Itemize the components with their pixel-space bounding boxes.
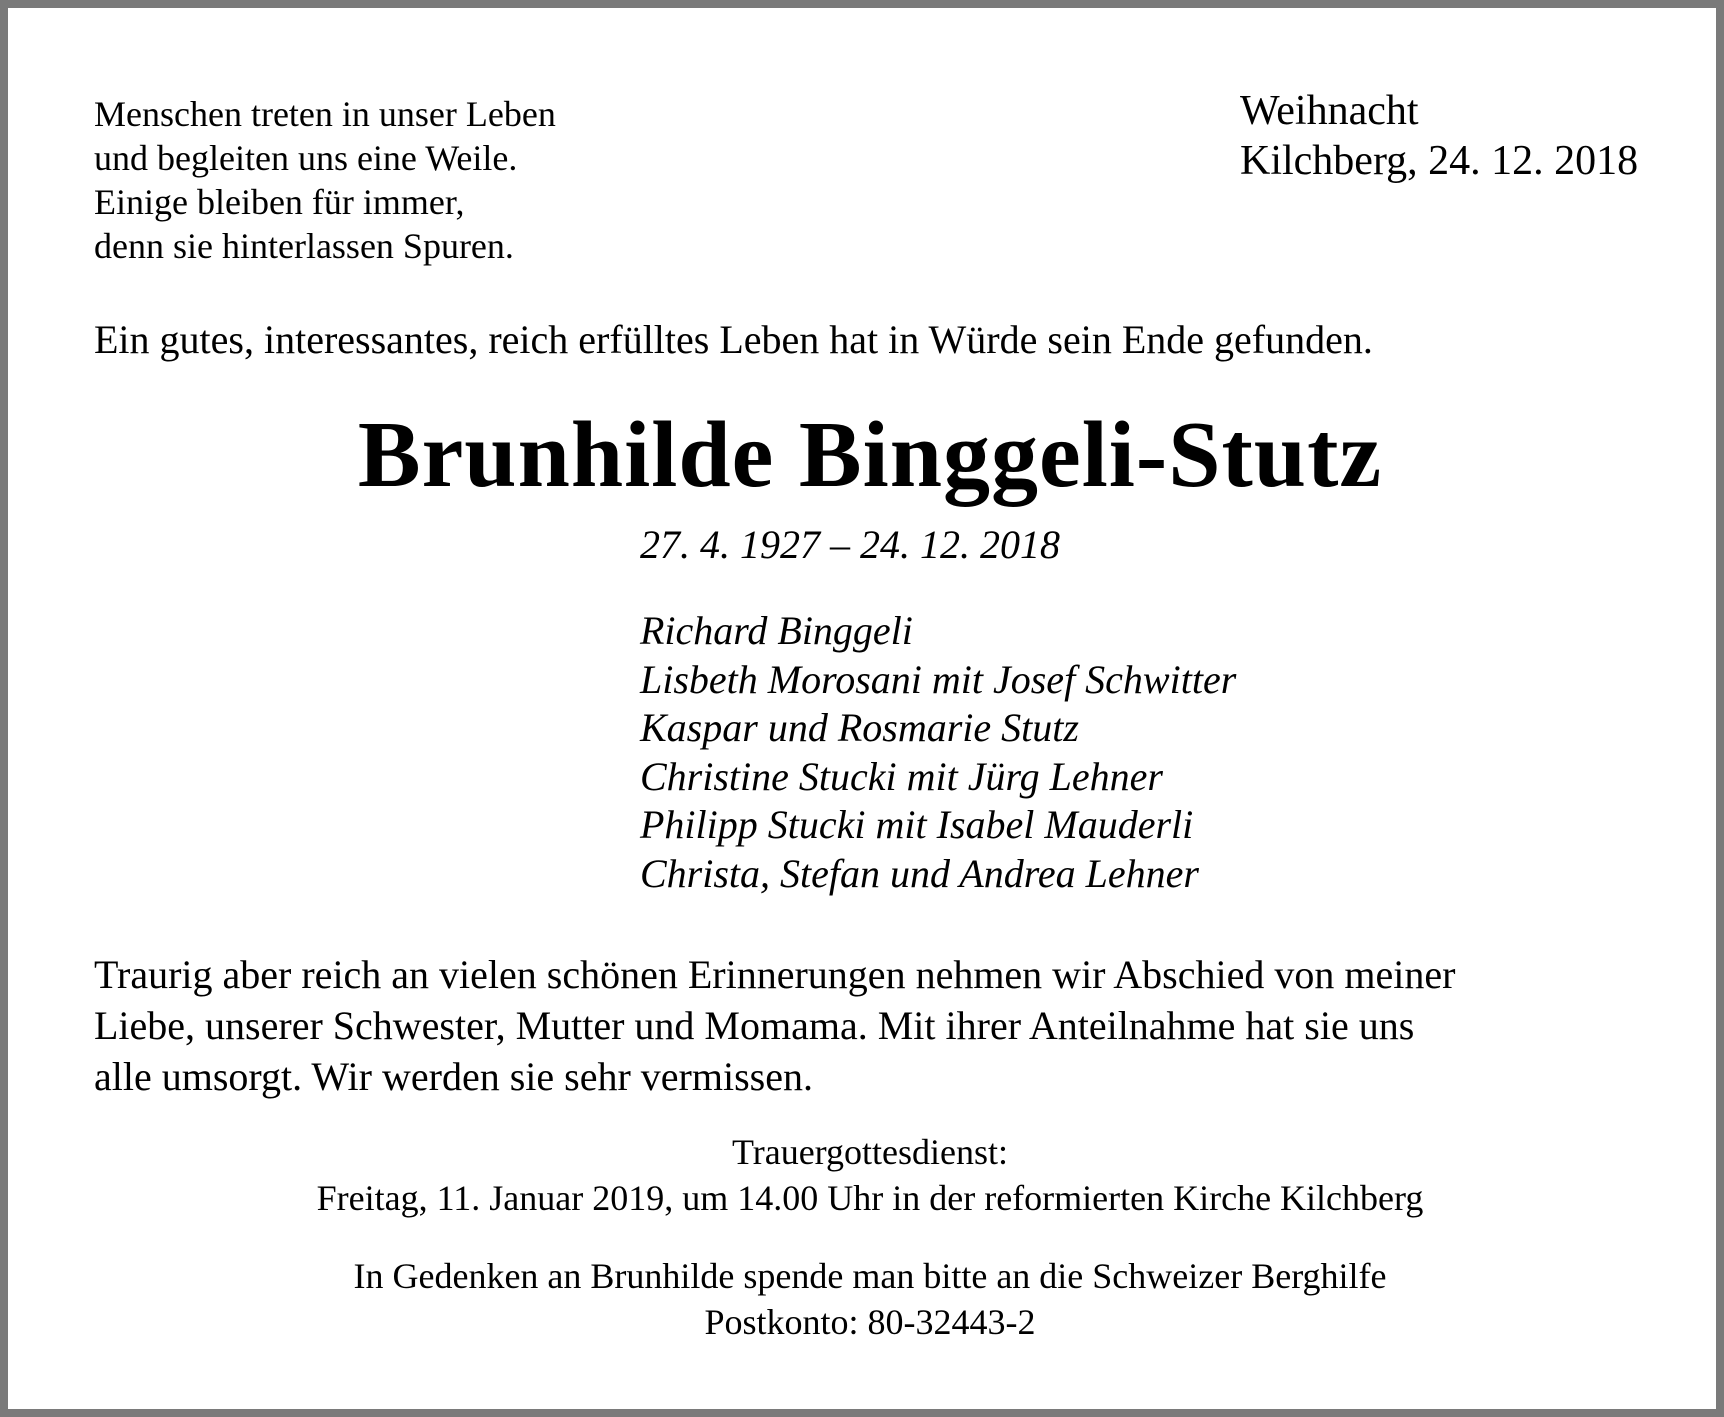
mourner-entry: Christa, Stefan und Andrea Lehner bbox=[640, 850, 1199, 896]
mourner-entry: Lisbeth Morosani mit Josef Schwitter bbox=[640, 656, 1237, 702]
motto-line: Menschen treten in unser Leben bbox=[94, 94, 556, 134]
motto-line: Einige bleiben für immer, bbox=[94, 182, 465, 222]
mourners-list bbox=[640, 607, 1236, 898]
paragraph-line: Liebe, unserer Schwester, Mutter und Momama. Mit ihrer Anteilnahme hat sie uns bbox=[94, 1003, 1415, 1048]
motto-poem bbox=[94, 92, 556, 268]
deceased-name: Brunhilde Binggeli-Stutz bbox=[357, 403, 1383, 507]
place-and-date: Kilchberg, 24. 12. 2018 bbox=[1240, 138, 1639, 184]
paragraph-line: Traurig aber reich an vielen schönen Erinnerungen nehmen wir Abschied von meiner bbox=[94, 952, 1456, 997]
funeral-service-info bbox=[8, 1129, 1724, 1221]
motto-line: und begleiten uns eine Weile. bbox=[94, 138, 518, 178]
motto-line: denn sie hinterlassen Spuren. bbox=[94, 226, 514, 266]
mourner-entry: Christine Stucki mit Jürg Lehner bbox=[640, 753, 1163, 799]
mourner-entry: Kaspar und Rosmarie Stutz bbox=[640, 705, 1079, 750]
mourner-entry: Philipp Stucki mit Isabel Mauderli bbox=[640, 802, 1194, 847]
mourner-entry: Richard Binggeli bbox=[640, 608, 913, 653]
farewell-paragraph bbox=[94, 949, 1455, 1102]
donation-request: In Gedenken an Brunhilde spende man bitte an die Schweizer Berghilfe bbox=[353, 1256, 1387, 1296]
donation-account: Postkonto: 80-32443-2 bbox=[704, 1302, 1036, 1342]
service-heading: Trauergottesdienst: bbox=[732, 1132, 1008, 1172]
service-details: Freitag, 11. Januar 2019, um 14.00 Uhr in der reformierten Kirche Kilchberg bbox=[316, 1178, 1424, 1218]
life-dates: 27. 4. 1927 – 24. 12. 2018 bbox=[640, 522, 1060, 567]
lead-sentence: Ein gutes, interessantes, reich erfülltes Leben hat in Würde sein Ende gefunden. bbox=[94, 317, 1373, 362]
paragraph-line: alle umsorgt. Wir werden sie sehr vermissen. bbox=[94, 1054, 813, 1099]
place-date-block bbox=[1240, 86, 1638, 186]
donation-info bbox=[8, 1253, 1724, 1345]
occasion-label: Weihnacht bbox=[1240, 88, 1419, 134]
